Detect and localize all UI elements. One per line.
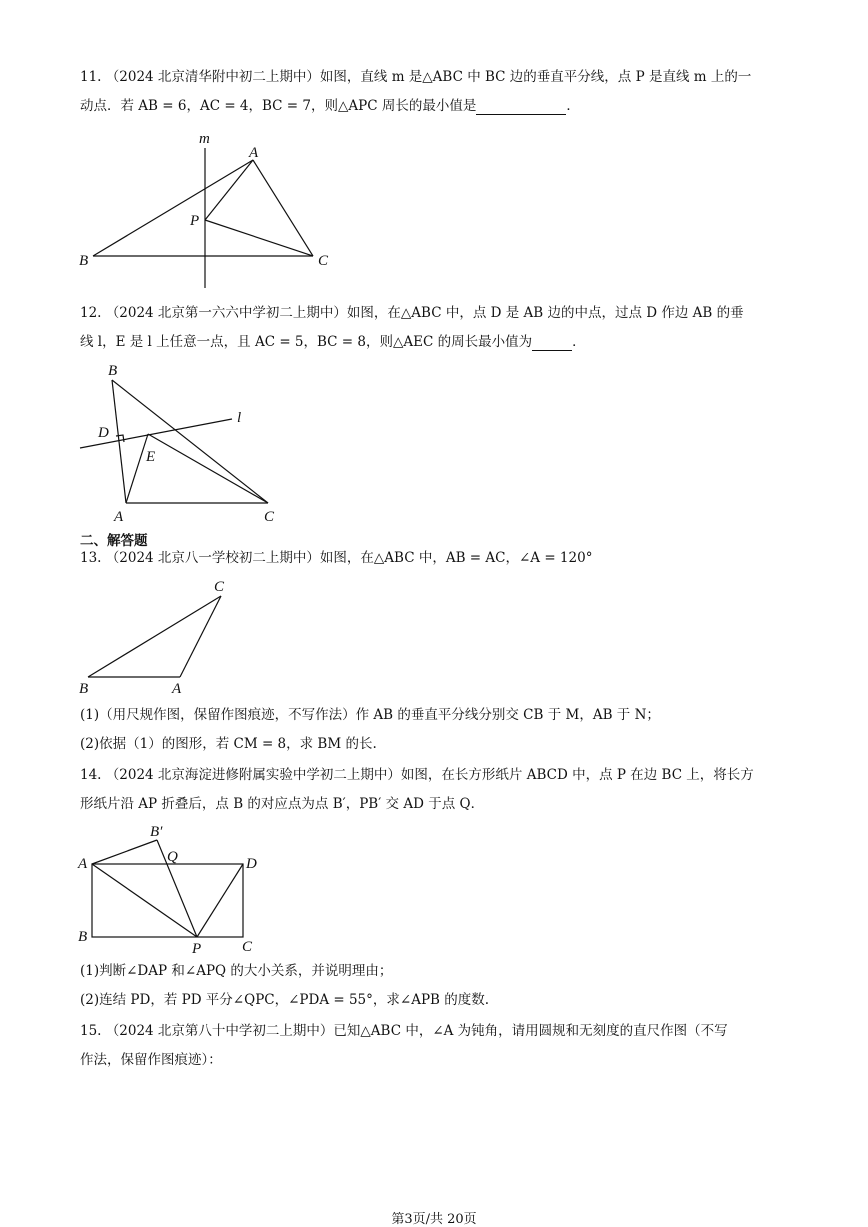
q14-text-line2: 形纸片沿 AP 折叠后，点 B 的对应点为点 B′，PB′ 交 AD 于点 Q． — [80, 796, 485, 812]
q11-label-b: B — [79, 253, 89, 269]
q14-label-b: B — [78, 929, 88, 945]
q13-label-a: A — [172, 681, 182, 697]
q14-label-bprime: B′ — [150, 824, 163, 840]
q11-label-c: C — [318, 253, 329, 269]
q14-segment-pd — [197, 864, 243, 937]
q12-label-a: A — [114, 509, 124, 525]
q12-label-d: D — [98, 425, 109, 441]
q14-segment-ap — [92, 864, 197, 937]
q14-label-d: D — [246, 856, 257, 872]
q12-label-e: E — [146, 449, 156, 465]
page-number-footer: 第3页/共 20页 — [391, 1212, 477, 1227]
q15-text-line2: 作法，保留作图痕迹）： — [80, 1052, 222, 1068]
section-heading-answers: 二、解答题 — [80, 533, 148, 549]
q13-label-b: B — [79, 681, 89, 697]
q14-text-line1: 14. （2024 北京海淀进修附属实验中学初二上期中）如图，在长方形纸片 ABCD 中，点 P 在边 BC 上，将长方 — [80, 767, 754, 783]
q14-part2: (2)连结 PD，若 PD 平分∠QPC，∠PDA = 55°，求∠APB 的度数. — [80, 992, 490, 1008]
q12-label-l: l — [237, 410, 242, 426]
q13-part1: (1)（用尺规作图，保留作图痕迹，不写作法）作 AB 的垂直平分线分别交 CB 于 M，AB 于 N； — [80, 707, 660, 723]
q11-text-line2-end: ． — [566, 98, 580, 114]
q14-part1: (1)判断∠DAP 和∠APQ 的大小关系，并说明理由； — [80, 963, 393, 979]
q12-text-line2-main: 线 l，E 是 l 上任意一点，且 AC = 5，BC = 8，则△AEC 的周长最小值为 — [80, 334, 533, 350]
q12-text-line2-end: ． — [572, 334, 586, 350]
q12-text-line1: 12. （2024 北京第一六六中学初二上期中）如图，在△ABC 中，点 D 是 AB 边的中点，过点 D 作边 AB 的垂 — [80, 305, 744, 321]
q14-label-c: C — [242, 939, 253, 955]
q13-part2: (2)依据（1）的图形，若 CM = 8，求 BM 的长. — [80, 736, 377, 752]
q12-label-b: B — [108, 363, 118, 379]
q11-text-line1: 11. （2024 北京清华附中初二上期中）如图，直线 m 是△ABC 中 BC 边的垂直平分线，点 P 是直线 m 上的一 — [80, 69, 752, 85]
q11-text-line2-main: 动点．若 AB = 6，AC = 4，BC = 7，则△APC 周长的最小值是 — [80, 98, 477, 114]
q14-label-p: P — [192, 941, 202, 957]
q14-label-q: Q — [167, 849, 178, 865]
q11-label-a: A — [249, 145, 259, 161]
q12-label-c: C — [264, 509, 275, 525]
q14-label-a: A — [78, 856, 88, 872]
q13-label-c: C — [214, 579, 225, 595]
q15-text-line1: 15. （2024 北京第八十中学初二上期中）已知△ABC 中，∠A 为钝角，请用圆规和无刻度的直尺作图（不写 — [80, 1023, 728, 1039]
q11-label-p: P — [190, 213, 200, 229]
q13-text-line1: 13. （2024 北京八一学校初二上期中）如图，在△ABC 中，AB = AC，∠A = 120° — [80, 550, 593, 566]
q14-segment-abprime — [92, 840, 157, 864]
q11-label-m: m — [199, 131, 210, 147]
